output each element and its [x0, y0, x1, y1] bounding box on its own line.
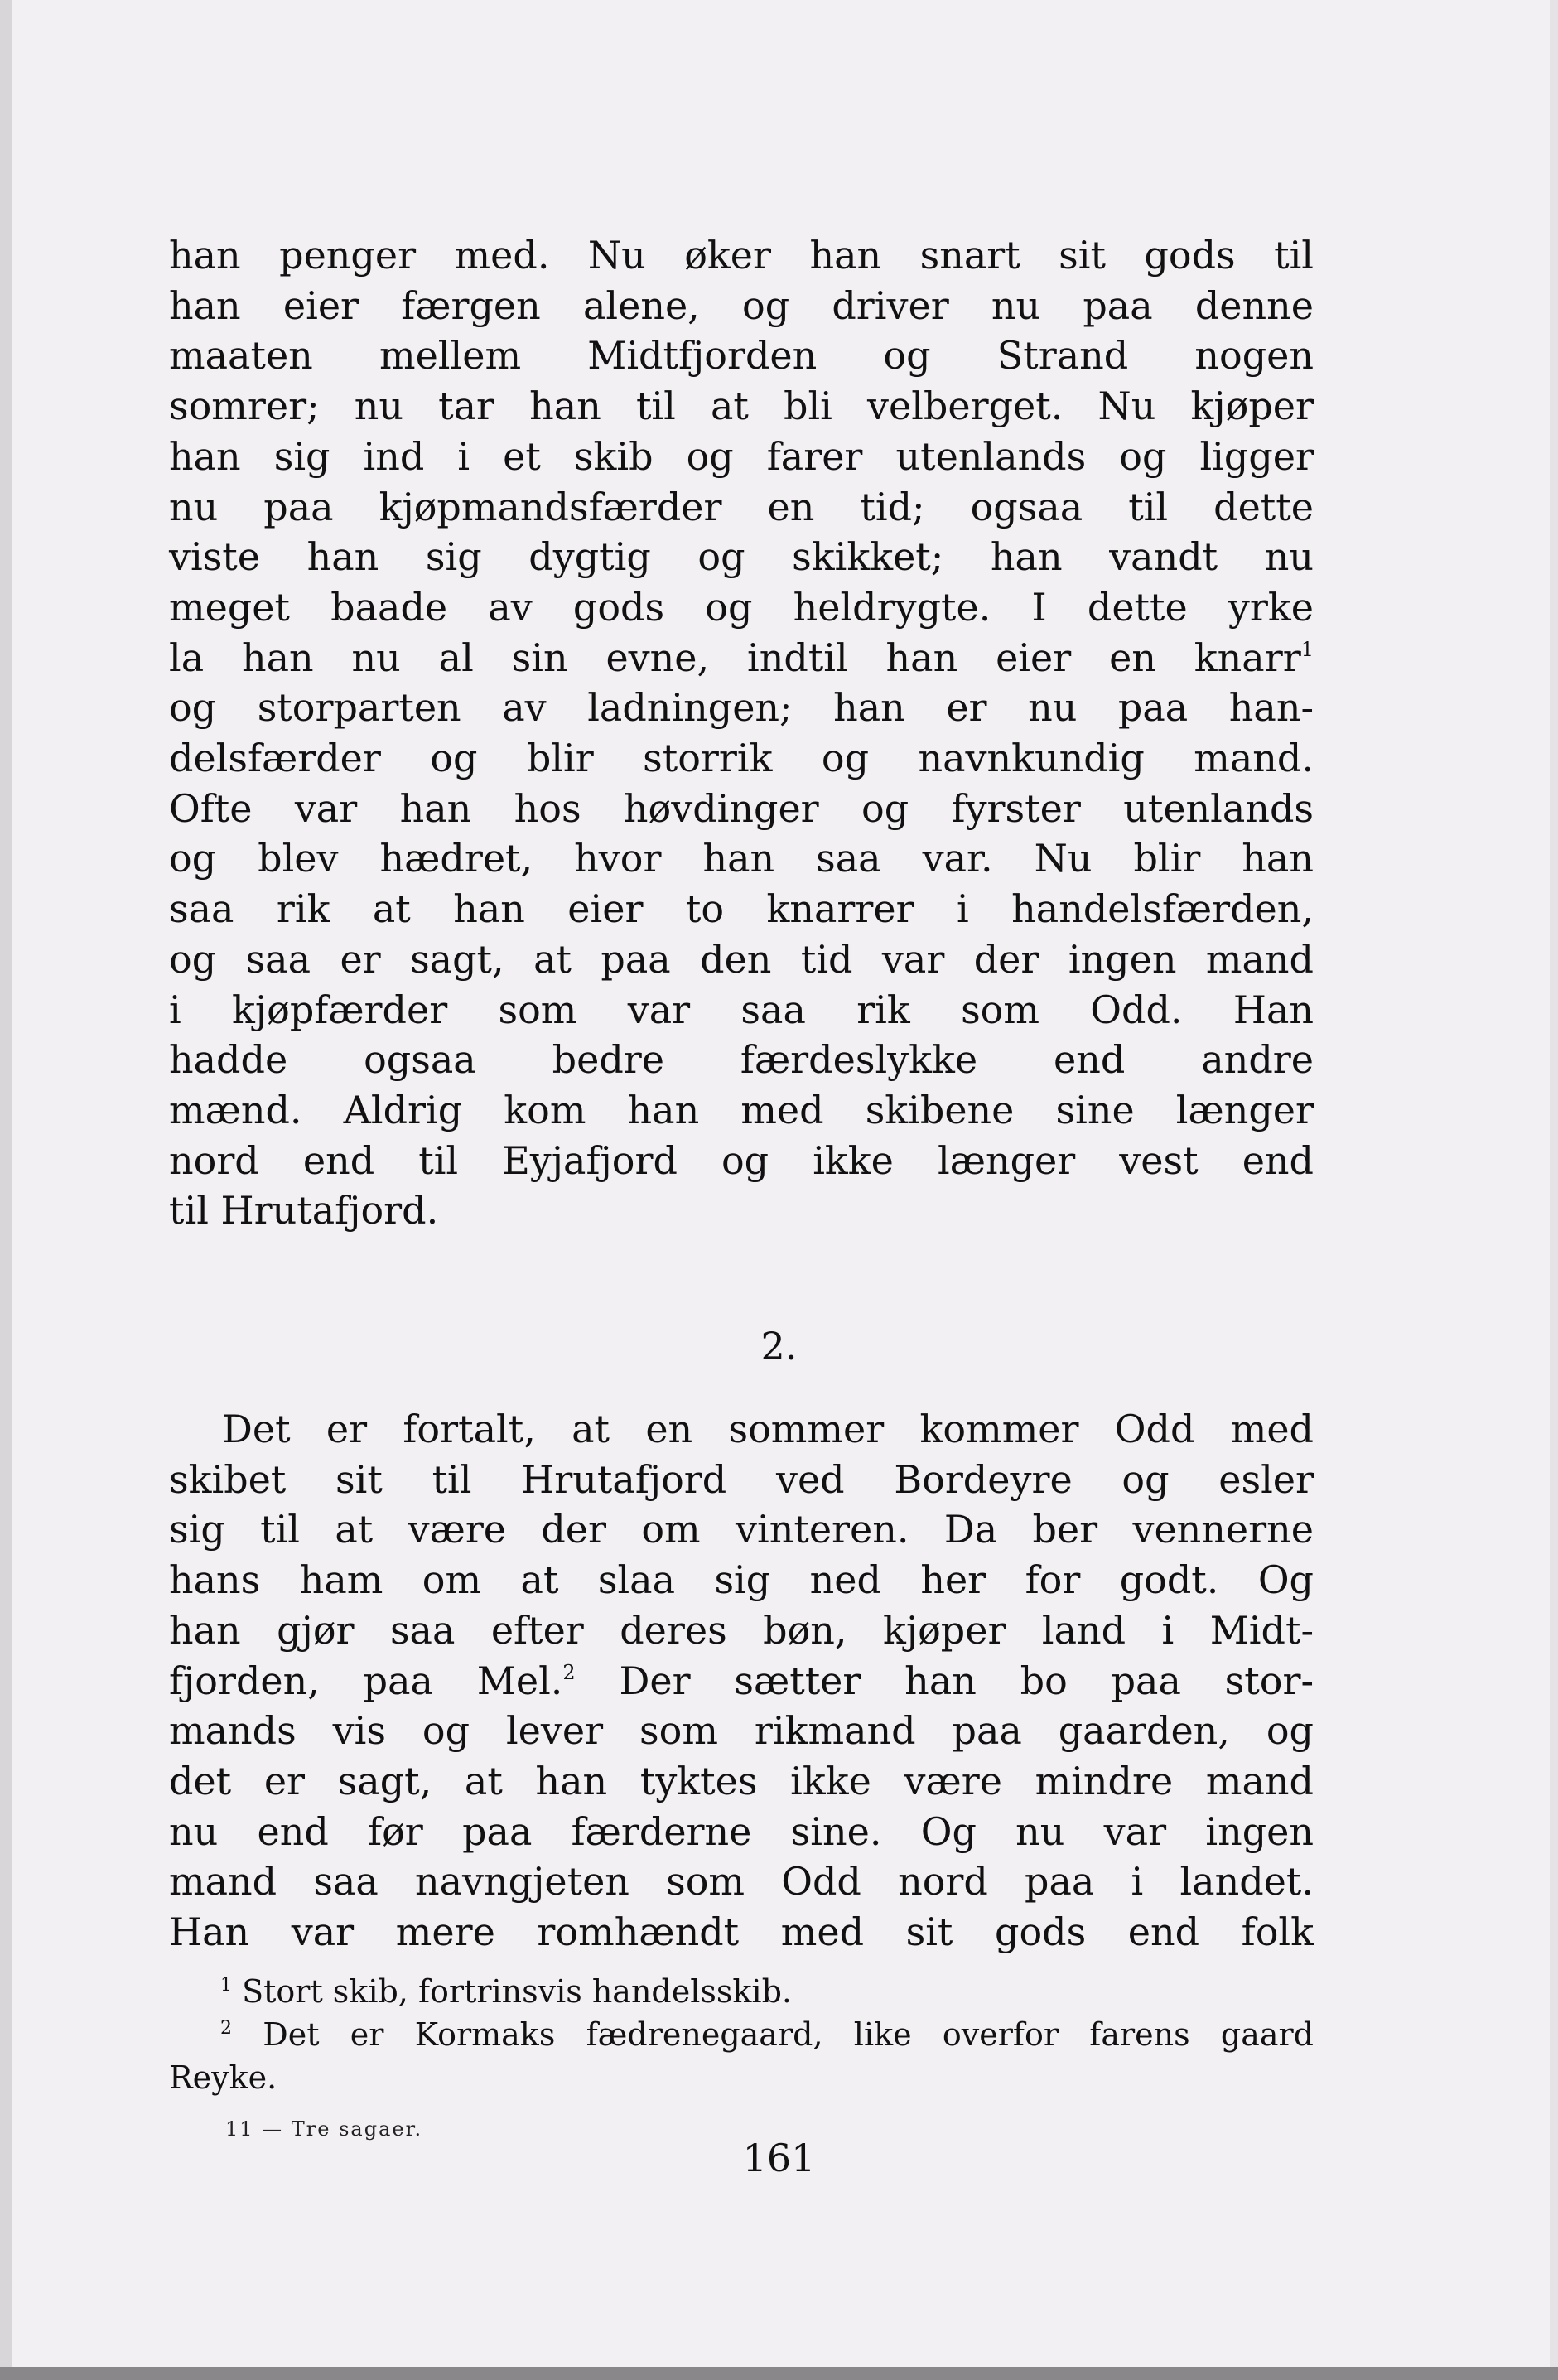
text-line: han penger med. Nu øker han snart sit gods til: [169, 233, 1314, 278]
text-line: Det er fortalt, at en sommer kommer Odd med: [222, 1407, 1314, 1451]
paragraph-2: [169, 1404, 1314, 1958]
text-line: nu end før paa færderne sine. Og nu var ingen: [169, 1808, 1314, 1854]
text-line-with-footnote: [169, 633, 1314, 683]
scan-edge-right: [1550, 0, 1558, 2380]
footnote-text: Stort skib, fortrinsvis handelsskib.: [242, 1973, 792, 2010]
text-line: han gjør saa efter deres bøn, kjøper land i Midt-: [169, 1607, 1314, 1653]
footnote-text: Det er Kormaks fædrenegaard, like overfor farens gaard: [263, 2016, 1314, 2053]
text-line: skibet sit til Hrutafjord ved Bordeyre og esler: [169, 1456, 1314, 1502]
footnote-marker-1: 1: [220, 1975, 232, 1996]
footnote-2: [169, 2013, 1314, 2056]
footnote-1: [169, 1970, 1314, 2013]
text-line-end: Der sætter han bo paa stor-: [575, 1658, 1314, 1703]
text-line: hadde ogsaa bedre færdeslykke end andre: [169, 1037, 1314, 1083]
scan-edge-bottom: [0, 2367, 1558, 2380]
scan-edge-left: [0, 0, 12, 2380]
footnote-2-continuation: Reyke.: [169, 2059, 277, 2096]
footnote-marker-2: 2: [220, 2018, 232, 2039]
text-line-start: fjorden, paa Mel.: [169, 1658, 563, 1703]
text-line: nu paa kjøpmandsfærder en tid; ogsaa til dette: [169, 484, 1314, 529]
text-line-with-footnote: [169, 1656, 1314, 1707]
text-line: meget baade av gods og heldrygte. I dette yrke: [169, 584, 1314, 630]
text-line: mand saa navngjeten som Odd nord paa i landet.: [169, 1859, 1314, 1904]
text-line: det er sagt, at han tyktes ikke være mindre mand: [169, 1758, 1314, 1803]
footnote-reference-1[interactable]: 1: [1300, 637, 1314, 661]
text-line: han sig ind i et skib og farer utenlands og ligger: [169, 433, 1314, 479]
text-line: Ofte var han hos høvdinger og fyrster utenlands: [169, 785, 1314, 831]
text-line: sig til at være der om vinteren. Da ber vennerne: [169, 1507, 1314, 1552]
text-line: saa rik at han eier to knarrer i handelsfærden,: [169, 886, 1314, 932]
text-line: og blev hædret, hvor han saa var. Nu blir han: [169, 836, 1314, 881]
text-line: delsfærder og blir storrik og navnkundig mand.: [169, 736, 1314, 781]
section-number: 2.: [760, 1324, 798, 1369]
printer-signature: 11 — Tre sagaer.: [225, 2117, 423, 2141]
text-line: han eier færgen alene, og driver nu paa denne: [169, 282, 1314, 328]
text-line: viste han sig dygtig og skikket; han vandt nu: [169, 534, 1314, 580]
text-line: nord end til Eyjafjord og ikke længer vest end: [169, 1137, 1314, 1183]
text-line: mands vis og lever som rikmand paa gaarden, og: [169, 1708, 1314, 1754]
text-line: hans ham om at slaa sig ned her for godt. Og: [169, 1557, 1314, 1603]
page-number: 161: [742, 2136, 816, 2180]
paragraph-1: [169, 230, 1314, 1236]
text-line: i kjøpfærder som var saa rik som Odd. Han: [169, 987, 1314, 1032]
text-line-content: la han nu al sin evne, indtil han eier en knarr: [169, 635, 1301, 680]
text-line: og saa er sagt, at paa den tid var der ingen mand: [169, 936, 1314, 982]
text-line: og storparten av ladningen; han er nu paa han-: [169, 685, 1314, 731]
footnote-reference-2[interactable]: 2: [562, 1660, 576, 1684]
text-line: Han var mere romhændt med sit gods end folk: [169, 1909, 1314, 1955]
text-line: til Hrutafjord.: [169, 1188, 439, 1233]
text-line: mænd. Aldrig kom han med skibene sine længer: [169, 1087, 1314, 1132]
footnotes: [169, 1970, 1314, 2099]
text-line: somrer; nu tar han til at bli velberget. Nu kjøper: [169, 384, 1314, 429]
text-line: maaten mellem Midtfjorden og Strand nogen: [169, 333, 1314, 379]
